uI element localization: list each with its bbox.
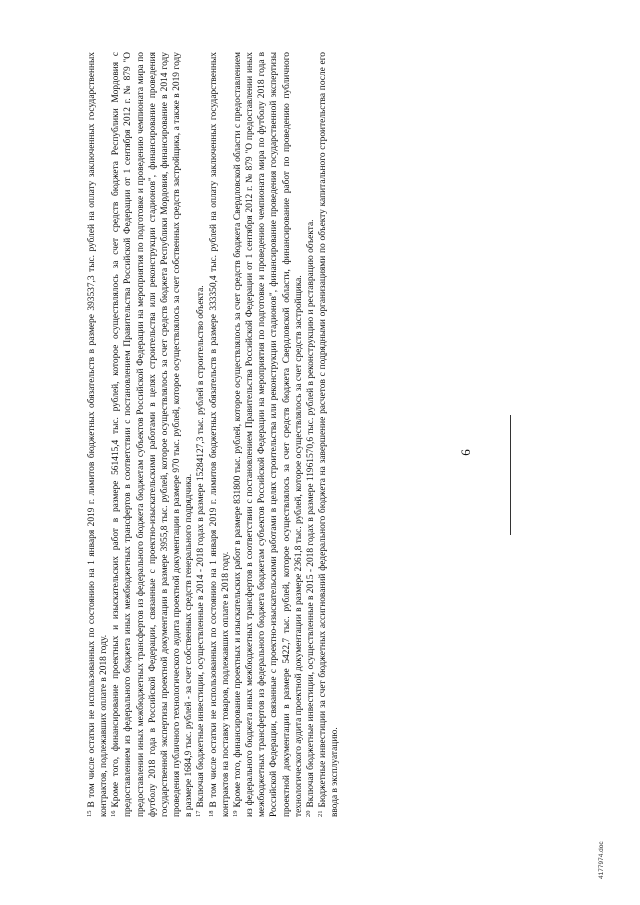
footnote: [305, 52, 317, 817]
footnote-number: 19: [231, 810, 239, 817]
footnotes: [86, 52, 341, 817]
footnote-text: Кроме того, финансирование проектных и изыскательских работ в размере 561415,4 тыс. рублей, которое осуществлялось за счет средств бюджета Республики Мордовия с предоставлением из федерального бюджета иных межбюджетных трансфертов в соответствии с постановлением Правительства Российской Федерации от 1 сентября 2012 г. № 879 "О предоставлении иных межбюджетных трансфертов из федерального бюджета бюджетам субъектов Российской Федерации на мероприятия по подготовке и проведению чемпионата мира по футболу 2018 года в Российской Федерации, связанные с проектно-изыскательскими работами в целях строительства или реконструкции стадионов", финансирование проведения государственной экспертизы проектной документации в размере 3955,8 тыс. рублей, которое осуществлялось за счет средств бюджета Республики Мордовия, финансирование в 2014 году проведения публичного технологического аудита проектной документации в размере 970 тыс. рублей, которое осуществлялось за счет собственных средств застройщика, а также в 2019 году в размере 1684,9 тыс. рублей - за счет собственных средств генерального подрядчика.: [111, 52, 195, 817]
page-number: 6: [458, 449, 473, 456]
document-filename: 4177974.doc: [598, 841, 605, 879]
footnote: [86, 52, 110, 817]
footnote: [317, 52, 341, 817]
footnote: [195, 52, 207, 817]
footnote: [208, 52, 232, 817]
footnote-text: Кроме того, финансирование проектных и изыскательских работ в размере 831800 тыс. рублей, которое осуществлялось за счет средств бюджета Свердловской области с предоставлением из федерального бюджета иных межбюджетных трансфертов в соответствии с постановлением Правительства Российской Федерации от 1 сентября 2012 г. № 879 "О предоставлении иных межбюджетных трансфертов из федерального бюджета бюджетам субъектов Российской Федерации на мероприятия по подготовке и проведению чемпионата мира по футболу 2018 года в Российской Федерации, связанные с проектно-изыскательскими работами в целях строительства или реконструкции стадионов", финансирование проведения государственной экспертизы проектной документации в размере 5422,7 тыс. рублей, которое осуществлялось за счет средств бюджета Свердловской области, финансирование работ по проведению публичного технологического аудита проектной документации в размере 2361,8 тыс. рублей, которое осуществлялось за счет средств застройщика.: [232, 52, 304, 817]
footnote-number: 17: [195, 810, 203, 817]
footnote: [110, 52, 195, 817]
footnote-text: В том числе остатки не использованных по состоянию на 1 января 2019 г. лимитов бюджетных обязательств в размере 393537,3 тыс. рублей на оплату заключенных государственных контрактов, подлежавших оплате в 2018 году.: [87, 52, 110, 817]
footnote-text: Включая бюджетные инвестиции, осуществленные в 2014 - 2018 годах в размере 15284127,3 тыс. рублей в строительство объекта.: [196, 285, 207, 808]
footnote-number: 21: [316, 810, 324, 817]
footnote-number: 18: [207, 810, 215, 817]
footnote-text: Включая бюджетные инвестиции, осуществленные в 2015 - 2018 годах в размере 11961570,6 тыс. рублей в реконструкцию и реставрацию объекта.: [305, 219, 316, 808]
footnote-text: Бюджетные инвестиции за счет бюджетных ассигнований федерального бюджета на завершение расчетов с подрядными организациями по объекту капитального строительства после его ввода в эксплуатацию.: [317, 52, 341, 817]
footnote-number: 15: [86, 810, 93, 817]
footnote-divider: [510, 415, 511, 535]
footnote-text: В том числе остатки не использованных по состоянию на 1 января 2019 г. лимитов бюджетных обязательств в размере 333350,4 тыс. рублей на оплату заключенных государственных контрактов на поставку товаров, подлежавших оплате в 2018 году.: [208, 52, 231, 817]
footnote-number: 20: [304, 810, 312, 817]
footnote-number: 16: [110, 810, 118, 817]
footnote: [232, 52, 305, 817]
